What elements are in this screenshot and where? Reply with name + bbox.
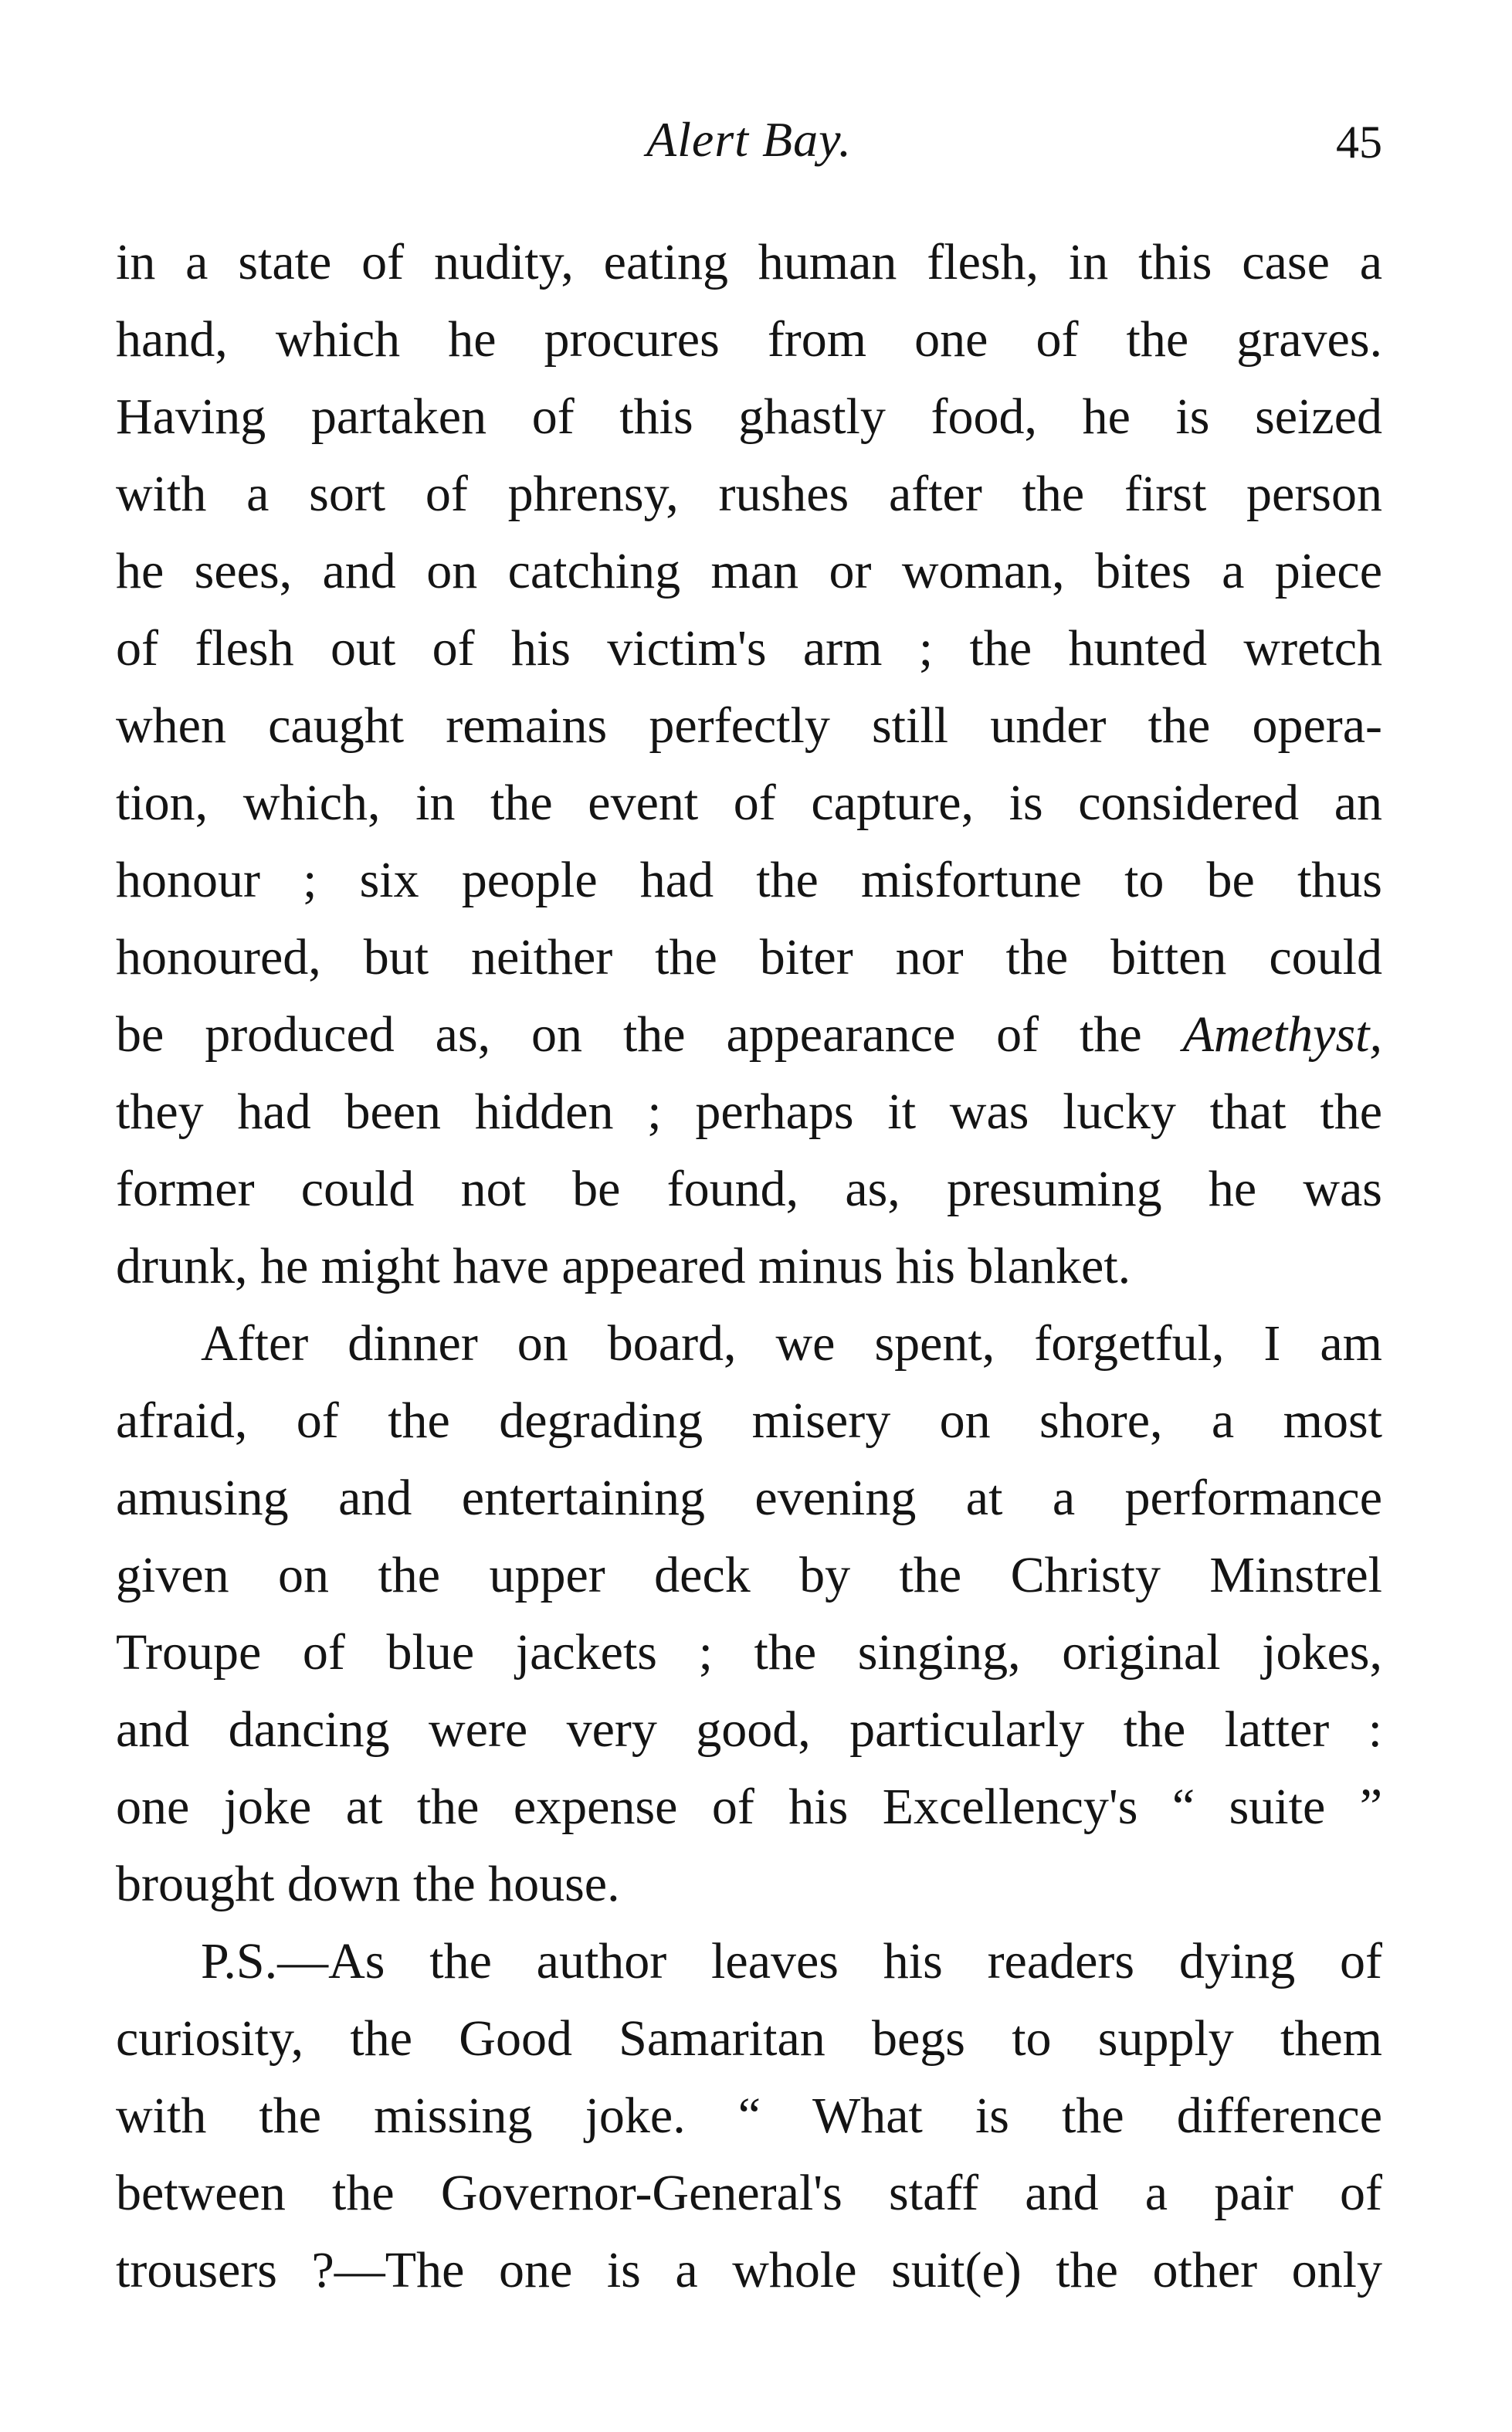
text-line: given on the upper deck by the Christy Minstrel (116, 1547, 1382, 1603)
text-line: trousers ?—The one is a whole suit(e) the other only (116, 2242, 1382, 2298)
page-header (116, 111, 1382, 181)
text-line: they had been hidden ; perhaps it was lucky that the (116, 1084, 1382, 1140)
text-line: hand, which he procures from one of the graves. (116, 311, 1382, 368)
text-line: tion, which, in the event of capture, is considered an (116, 775, 1382, 831)
text-line: honour ; six people had the misfortune to be thus (116, 852, 1382, 908)
text-line: Troupe of blue jackets ; the singing, original jokes, (116, 1624, 1382, 1681)
text-line: drunk, he might have appeared minus his blanket. (116, 1238, 1131, 1294)
body-text (116, 224, 1382, 2309)
text-line: afraid, of the degrading misery on shore, a most (116, 1392, 1382, 1449)
page-number: 45 (1336, 117, 1382, 168)
text-line: when caught remains perfectly still under the opera- (116, 697, 1382, 754)
text-line: After dinner on board, we spent, forgetful, I am (201, 1315, 1382, 1372)
text-line: with a sort of phrensy, rushes after the first person (116, 466, 1382, 522)
text-line: honoured, but neither the biter nor the bitten could (116, 929, 1382, 985)
text-line: one joke at the expense of his Excellency's “ suite ” (116, 1779, 1382, 1835)
text-line: in a state of nudity, eating human flesh, in this case a (116, 234, 1382, 290)
text-line: P.S.—As the author leaves his readers dying of (201, 1933, 1382, 1989)
text-line: he sees, and on catching man or woman, bites a piece (116, 543, 1382, 599)
text-line: Having partaken of this ghastly food, he is seized (116, 388, 1382, 445)
text-line-with-italic (116, 996, 1382, 1074)
text-line: curiosity, the Good Samaritan begs to supply them (116, 2010, 1382, 2067)
text-line: former could not be found, as, presuming he was (116, 1161, 1382, 1217)
text-segment: be produced as, on the appearance of the (116, 1006, 1183, 1063)
text-line: and dancing were very good, particularly the latter : (116, 1701, 1382, 1758)
text-line: with the missing joke. “ What is the difference (116, 2088, 1382, 2144)
running-title: Alert Bay. (646, 112, 852, 167)
text-line: of flesh out of his victim's arm ; the hunted wretch (116, 620, 1382, 677)
ship-name-italic: Amethyst, (1182, 1006, 1382, 1063)
text-line: brought down the house. (116, 1856, 620, 1912)
text-line: amusing and entertaining evening at a performance (116, 1470, 1382, 1526)
text-line: between the Governor-General's staff and a pair of (116, 2165, 1382, 2221)
